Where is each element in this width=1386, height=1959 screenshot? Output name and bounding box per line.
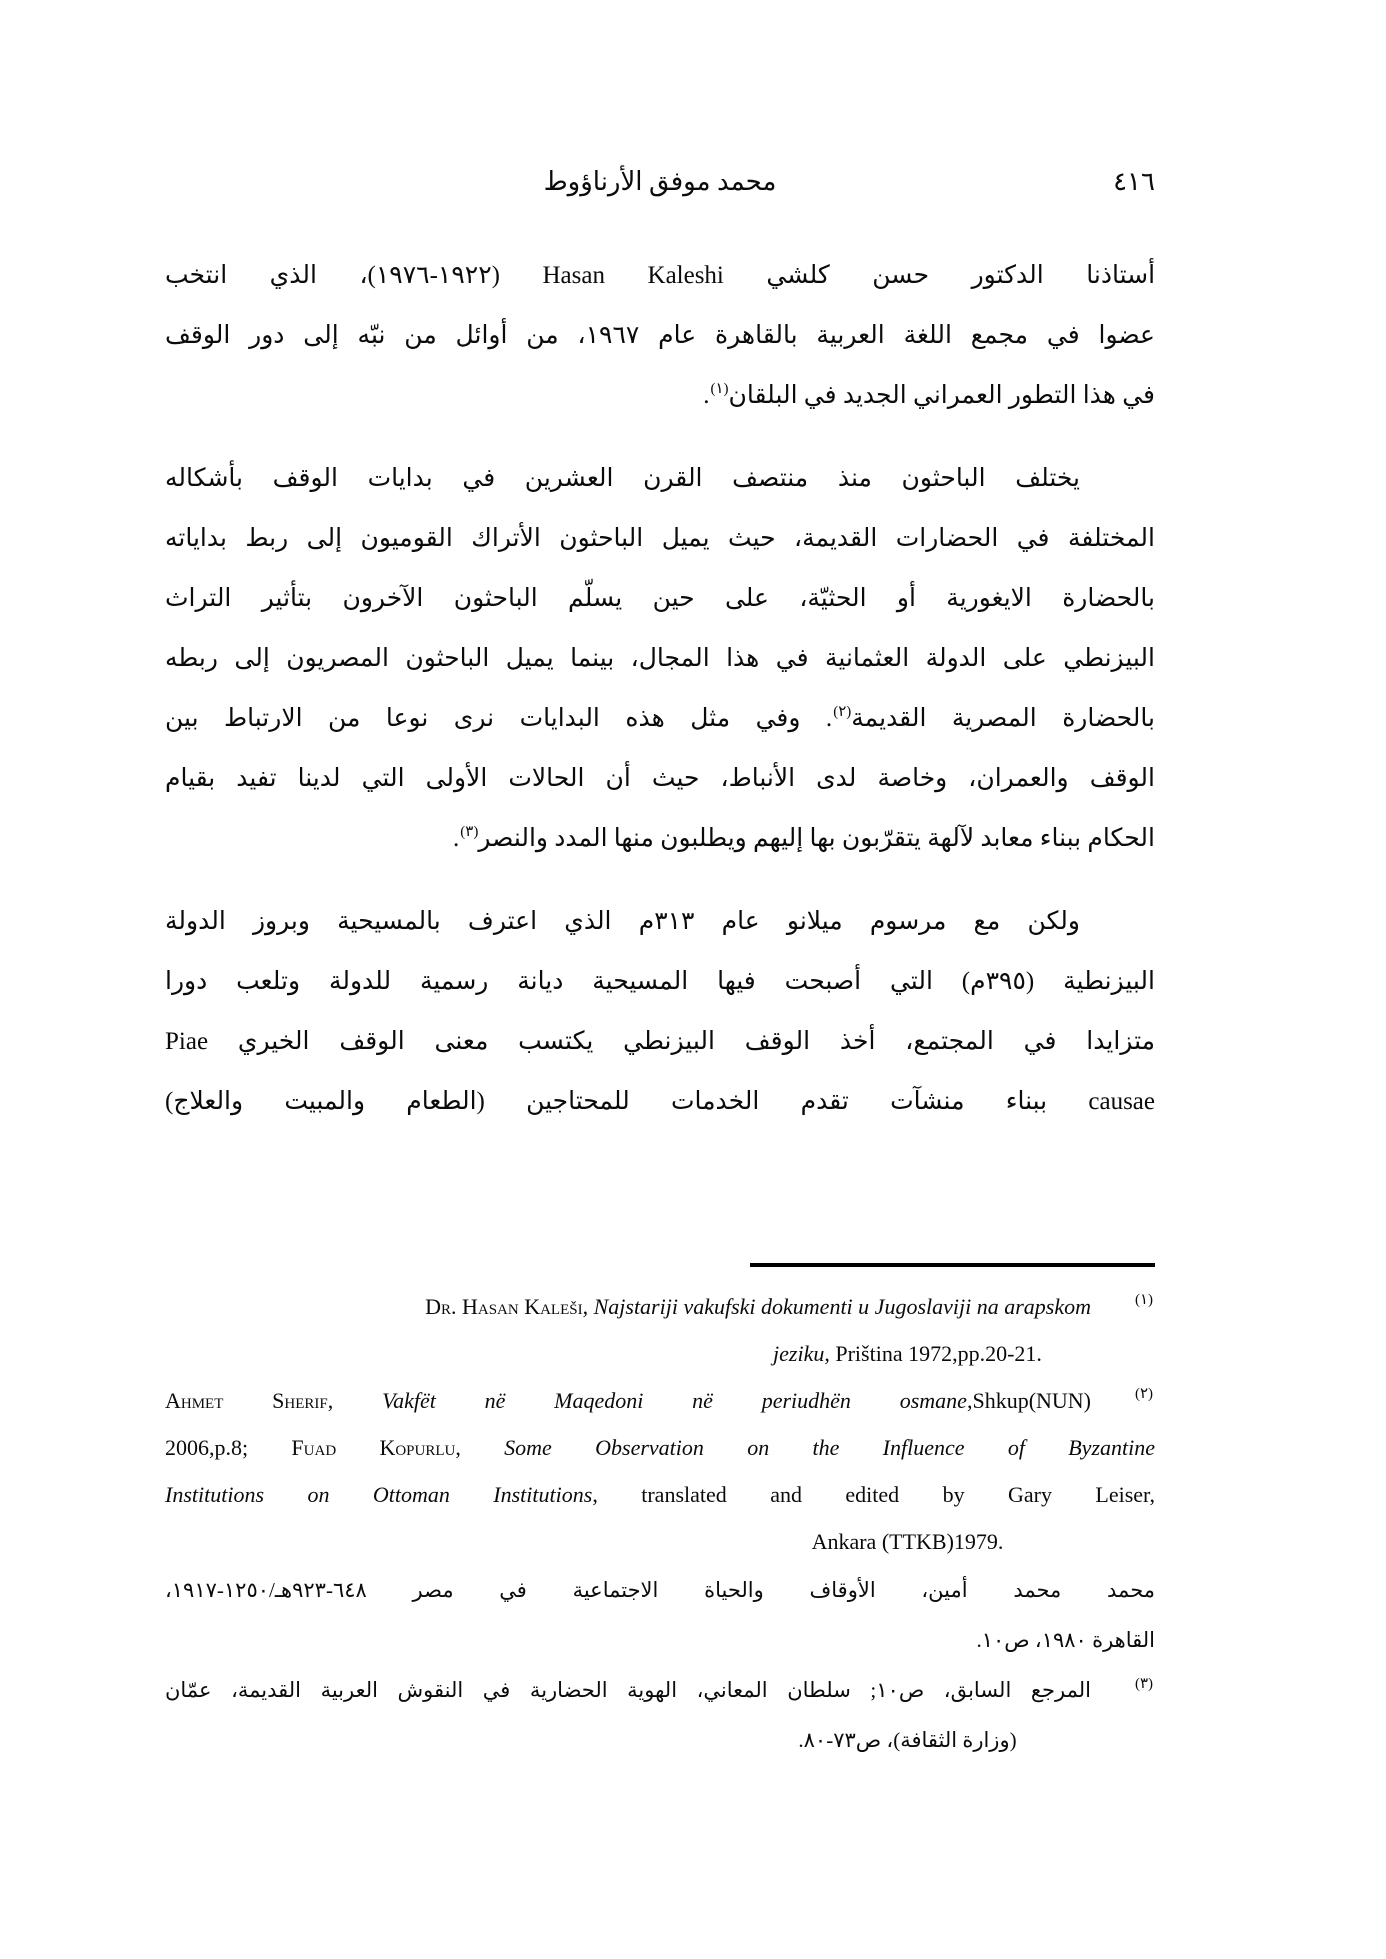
footnote xyxy=(165,1665,1155,1765)
running-head-title: محمد موفق الأرناؤوط xyxy=(543,167,777,196)
footnote-separator xyxy=(750,1263,1155,1267)
body-text-run: في هذا التطور العمراني الجديد في البلقان xyxy=(728,382,1155,409)
footnote xyxy=(165,1377,1155,1665)
footnote-line xyxy=(165,1283,1155,1330)
footnote-marker: (٣) xyxy=(1134,1676,1153,1692)
footnote-line xyxy=(165,1615,1155,1665)
footnote-ref: (٣) xyxy=(460,824,479,840)
footnote-text-run: , xyxy=(327,1388,383,1413)
body-line xyxy=(165,952,1155,1012)
footnote-line xyxy=(165,1665,1155,1715)
footnote-text-run: Some Observation on the Influence of Byzantine xyxy=(504,1435,1155,1460)
footnote-text-run: Ankara (TTKB)1979. xyxy=(811,1529,1004,1554)
footnote xyxy=(165,1283,1155,1377)
body-line xyxy=(165,749,1155,809)
footnote-text-run: (وزارة الثقافة)، ص٧٣-٨٠. xyxy=(798,1728,1017,1752)
footnote-text-run: Ahmet Sherif xyxy=(165,1388,328,1413)
body-line xyxy=(165,1072,1155,1132)
body-text-run: . وفي مثل هذه البدايات نرى نوعا من الارتباط بين xyxy=(165,705,833,732)
body-line xyxy=(165,246,1155,306)
body-text-run: بالحضارة الايغورية أو الحثيّة، على حين يسلّم الباحثون الآخرون بتأثير التراث xyxy=(165,585,1155,612)
footnote-text-run: Institutions on Ottoman Institutions xyxy=(165,1482,593,1507)
body-text-run: متزايدا في المجتمع، أخذ الوقف البيزنطي يكتسب معنى الوقف الخيري Piae xyxy=(165,1028,1155,1055)
body-text-run: يختلف الباحثون منذ منتصف القرن العشرين في بدايات الوقف بأشكاله xyxy=(165,465,1080,492)
body-line xyxy=(165,306,1155,366)
footnote-line xyxy=(165,1471,1155,1518)
footnote-line xyxy=(660,1715,1155,1765)
body-text-run: ولكن مع مرسوم ميلانو عام ٣١٣م الذي اعترف بالمسيحية وبروز الدولة xyxy=(165,908,1080,935)
page-number: ٤١٦ xyxy=(1113,167,1155,196)
footnote-line xyxy=(165,1424,1155,1471)
text-block xyxy=(165,0,1155,1765)
footnote-marker: (٢) xyxy=(1134,1386,1153,1402)
body-text-run: بالحضارة المصرية القديمة xyxy=(851,705,1156,732)
paragraph xyxy=(165,246,1155,426)
footnote-line xyxy=(660,1330,1155,1377)
body-text-run: أستاذنا الدكتور حسن كلشي Hasan Kaleshi (١٩٢٢-١٩٧٦)، الذي انتخب xyxy=(165,262,1156,289)
body-line xyxy=(165,509,1155,569)
footnote-text-run: jeziku xyxy=(773,1341,825,1366)
footnotes-section xyxy=(165,1283,1155,1765)
paragraph xyxy=(165,892,1155,1132)
running-header xyxy=(165,0,1155,204)
body-line xyxy=(165,892,1155,952)
footnote-text-run: Vakfët në Maqedoni në periudhën osmane xyxy=(382,1388,967,1413)
footnote-text-run: محمد محمد أمين، الأوقاف والحياة الاجتماعية في مصر ٦٤٨-٩٢٣هـ/١٢٥٠-١٩١٧، xyxy=(165,1578,1155,1602)
body-text xyxy=(165,246,1155,1132)
footnote-ref: (١) xyxy=(710,381,729,397)
footnote-text-run: , xyxy=(582,1294,594,1319)
body-text-run: المختلفة في الحضارات القديمة، حيث يميل الباحثون الأتراك القوميون إلى ربط بداياته xyxy=(165,525,1155,552)
footnote-text-run: Dr. Hasan Kaleši xyxy=(425,1294,583,1319)
footnote-text-run: المرجع السابق، ص١٠; سلطان المعاني، الهوية الحضارية في النقوش العربية القديمة، عمّان xyxy=(165,1678,1091,1702)
footnote-text-run: , translated and edited by Gary Leiser, xyxy=(592,1482,1155,1507)
footnote-text-run: القاهرة ١٩٨٠، ص١٠. xyxy=(976,1628,1155,1652)
body-line xyxy=(165,809,1155,869)
footnote-text-run: , xyxy=(455,1435,505,1460)
body-line xyxy=(165,366,1155,426)
body-line xyxy=(165,1012,1155,1072)
body-text-run: الحكام ببناء معابد لآلهة يتقرّبون بها إليهم ويطلبون منها المدد والنصر xyxy=(478,825,1155,852)
footnote-text-run: 2006,p.8; xyxy=(165,1435,292,1460)
body-line xyxy=(165,689,1155,749)
body-text-run: الوقف والعمران، وخاصة لدى الأنباط، حيث أن الحالات الأولى التي لدينا تفيد بقيام xyxy=(165,765,1155,792)
body-line xyxy=(165,569,1155,629)
body-text-run: . xyxy=(703,382,710,409)
footnote-line xyxy=(165,1565,1155,1615)
footnote-line xyxy=(660,1518,1155,1565)
body-line xyxy=(165,629,1155,689)
paragraph xyxy=(165,449,1155,869)
body-text-run: causae ببناء منشآت تقدم الخدمات للمحتاجين (الطعام والمبيت والعلاج) xyxy=(165,1088,1155,1115)
body-line xyxy=(165,449,1155,509)
body-text-run: عضوا في مجمع اللغة العربية بالقاهرة عام ١٩٦٧، من أوائل من نبّه إلى دور الوقف xyxy=(165,322,1155,349)
footnote-line xyxy=(165,1377,1155,1424)
footnote-ref: (٢) xyxy=(833,704,852,720)
body-text-run: البيزنطي على الدولة العثمانية في هذا المجال، بينما يميل الباحثون المصريون إلى ربطه xyxy=(165,645,1155,672)
footnote-text-run: Najstariji vakufski dokumenti u Jugoslaviji na arapskom xyxy=(593,1294,1091,1319)
body-text-run: . xyxy=(453,825,460,852)
body-text-run: البيزنطية (٣٩٥م) التي أصبحت فيها المسيحية ديانة رسمية للدولة وتلعب دورا xyxy=(165,968,1155,995)
footnote-marker: (١) xyxy=(1134,1292,1153,1308)
footnote-text-run: ,Shkup(NUN) xyxy=(966,1388,1092,1413)
footnote-text-run: , Priština 1972,pp.20-21. xyxy=(824,1341,1042,1366)
footnote-text-run: Fuad Kopurlu xyxy=(291,1435,456,1460)
